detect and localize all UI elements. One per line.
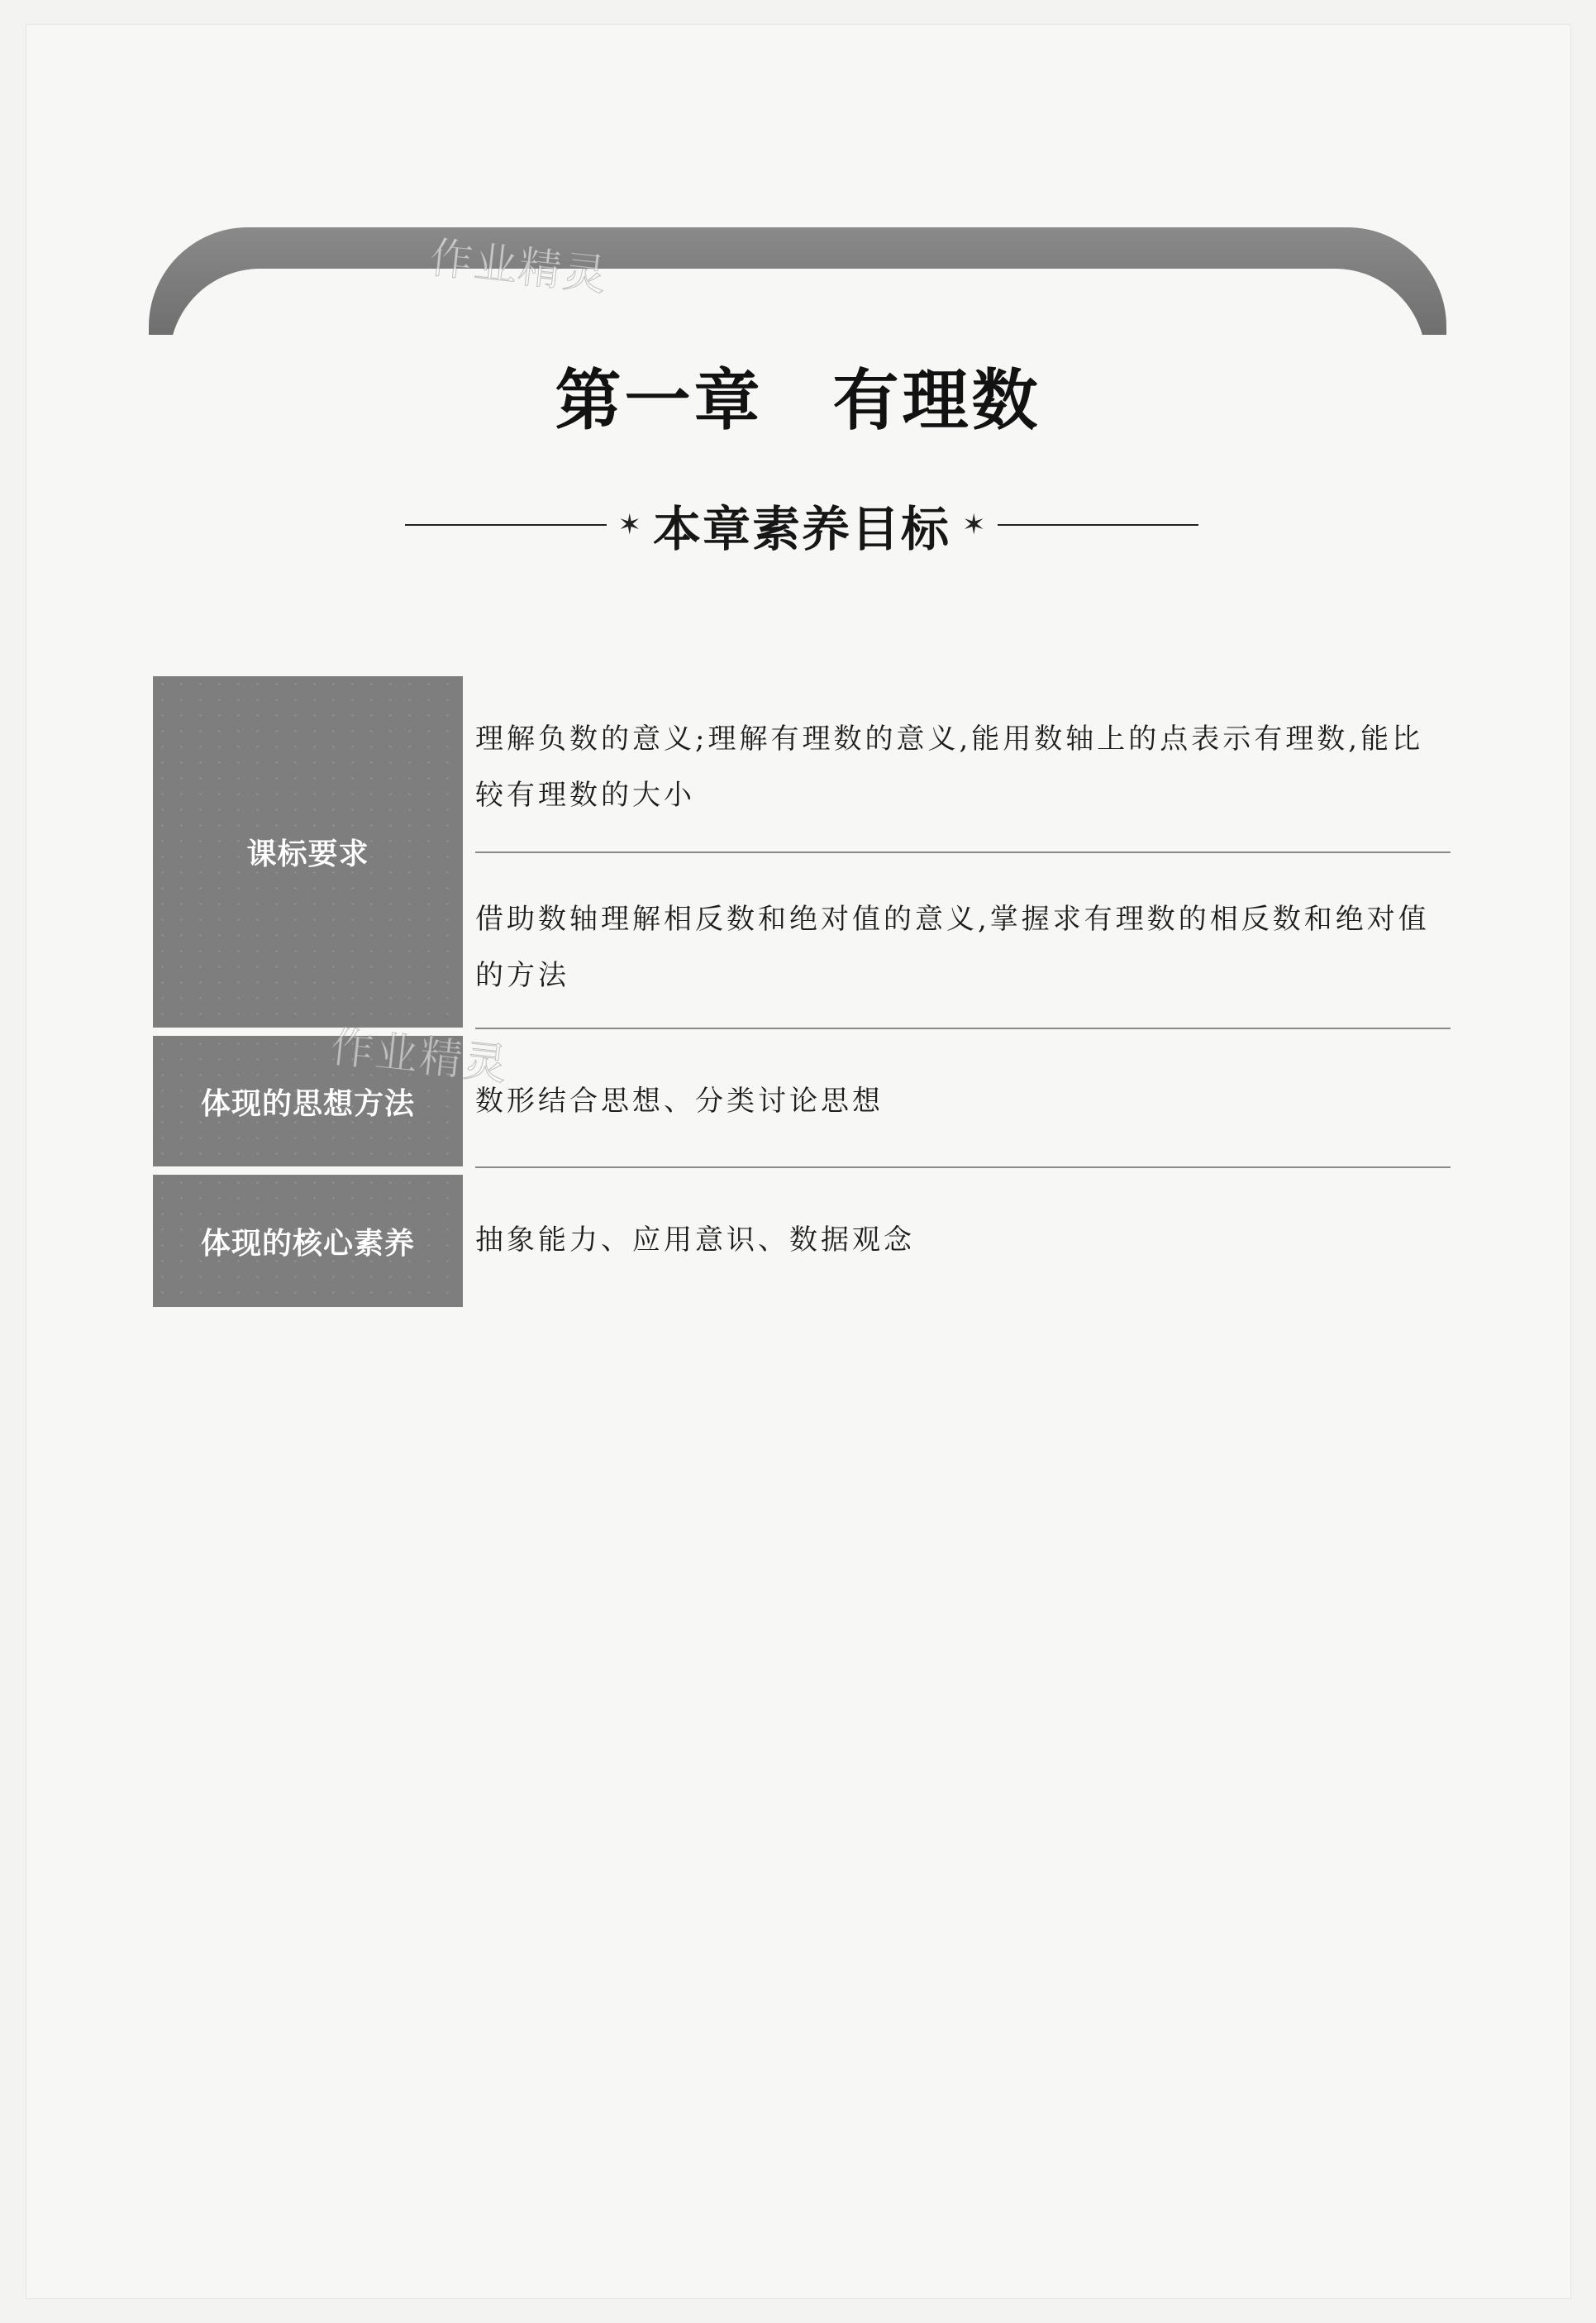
- goals-row-curriculum: [153, 676, 1451, 1028]
- subtitle-row: [405, 492, 1198, 558]
- row-label-curriculum: 课标要求: [153, 676, 463, 1028]
- subtitle-rule-right: [998, 524, 1199, 526]
- row-label-core: 体现的核心素养: [153, 1175, 463, 1307]
- row-content-methods: [475, 1036, 1451, 1166]
- row-content-core: [475, 1175, 1451, 1307]
- goal-item: 数形结合思想、分类讨论思想: [475, 1085, 884, 1118]
- subtitle-rule-left: [405, 524, 607, 526]
- goal-item: 理解负数的意义;理解有理数的意义,能用数轴上的点表示有理数,能比较有理数的大小: [475, 723, 1424, 812]
- goals-row-core: [153, 1175, 1451, 1307]
- watermark-logo: 作业精灵: [426, 232, 610, 302]
- chapter-title: 第一章 有理数: [555, 361, 1041, 439]
- star-icon-right: ✶: [962, 508, 986, 541]
- row-label-methods: 体现的思想方法: [153, 1036, 463, 1166]
- goal-item: 抽象能力、应用意识、数据观念: [475, 1224, 915, 1257]
- subtitle: 本章素养目标: [653, 501, 951, 557]
- row-divider: [475, 1028, 1451, 1029]
- watermark-logo: 作业精灵: [327, 1022, 511, 1091]
- row-divider: [475, 851, 1451, 853]
- goal-item: 借助数轴理解相反数和绝对值的意义,掌握求有理数的相反数和绝对值的方法: [475, 903, 1430, 992]
- row-content-curriculum: [475, 676, 1451, 1028]
- star-icon-left: ✶: [617, 508, 641, 541]
- row-divider: [475, 1166, 1451, 1168]
